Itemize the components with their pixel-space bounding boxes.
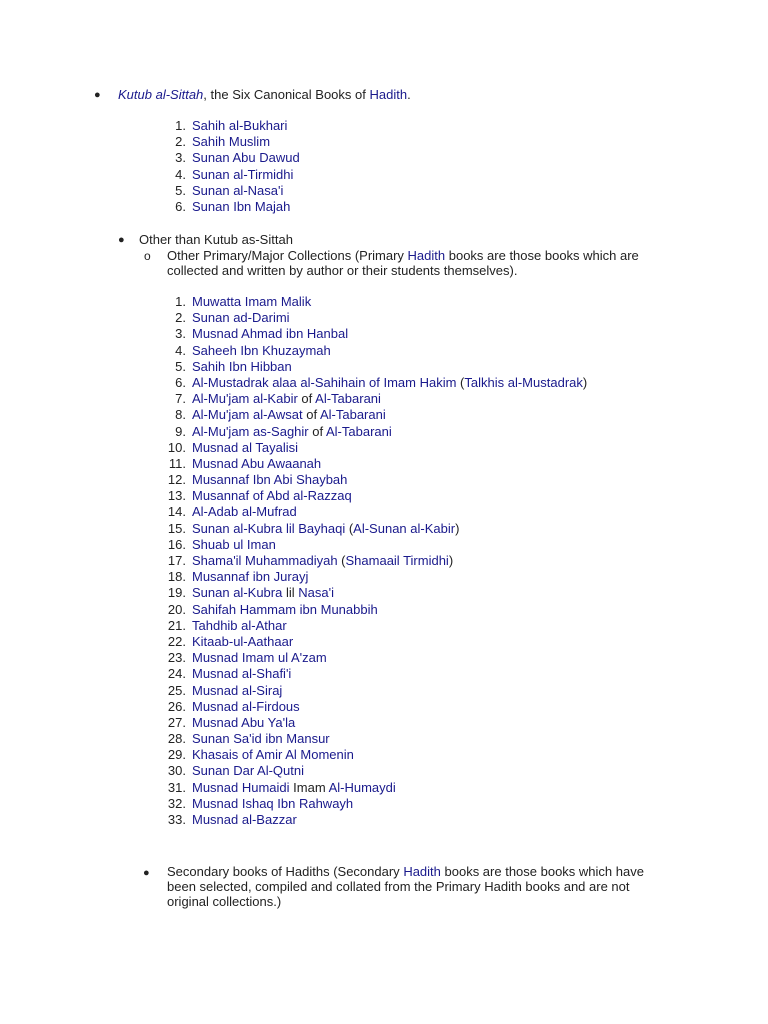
kutub-al-sittah-link[interactable]: Kutub al-Sittah	[118, 87, 204, 102]
book-link[interactable]: Al-Mu'jam al-Kabir	[192, 391, 298, 407]
book-link[interactable]: Al-Humaydi	[328, 779, 396, 795]
list-number: 1.	[175, 118, 186, 133]
list-item	[164, 488, 587, 504]
list-number: 24.	[167, 666, 186, 682]
list-text: Imam	[289, 779, 329, 795]
list-number: 20.	[167, 601, 186, 617]
hadith-link[interactable]: Hadith	[369, 87, 408, 102]
list-item	[164, 731, 587, 747]
book-link[interactable]: Shama'il Muhammadiyah	[192, 553, 338, 568]
list-item	[164, 504, 587, 520]
list-number: 1.	[175, 294, 186, 309]
list-number: 2.	[175, 134, 186, 150]
list-number: 22.	[167, 633, 186, 649]
list-number: 6.	[175, 374, 186, 390]
book-link[interactable]: Al-Tabarani	[326, 423, 392, 439]
list-item	[164, 183, 300, 199]
secondary-text: Secondary books of Hadiths (Secondary	[167, 864, 404, 879]
list-number: 8.	[175, 407, 186, 423]
list-item	[164, 440, 587, 456]
list-item	[164, 310, 587, 326]
list-item	[164, 472, 587, 488]
secondary-text: been selected, compiled and collated from the Primary Hadith books and are not	[167, 879, 630, 894]
list-text: (	[456, 374, 465, 390]
list-number: 4.	[175, 166, 186, 182]
list-number: 13.	[167, 488, 186, 504]
list-item	[164, 683, 587, 699]
secondary-text: books are those books which have	[440, 864, 644, 879]
list-item	[164, 602, 587, 618]
list-number: 28.	[167, 731, 186, 747]
list-number: 12.	[167, 472, 186, 488]
book-link[interactable]: Musnad al-Shafi'i	[192, 666, 292, 682]
list-item	[164, 747, 587, 763]
list-item	[164, 199, 300, 215]
book-link[interactable]: Musnad al-Bazzar	[192, 812, 297, 827]
list-item	[164, 569, 587, 585]
hadith-link[interactable]: Hadith	[403, 864, 441, 879]
list-item	[164, 359, 587, 375]
book-link[interactable]: Sahifah Hammam ibn Munabbih	[192, 601, 378, 617]
list-item	[164, 118, 300, 134]
book-link[interactable]: Sunan Ibn Majah	[192, 198, 291, 214]
list-item	[164, 553, 587, 569]
list-number: 30.	[167, 763, 186, 779]
list-number: 3.	[175, 326, 186, 342]
list-item	[164, 375, 587, 391]
list-number: 5.	[175, 358, 186, 374]
intro-line	[118, 87, 411, 103]
list-text: )	[448, 553, 454, 568]
list-item	[164, 456, 587, 472]
bullet-dot: ●	[118, 234, 125, 246]
book-link[interactable]: Talkhis al-Mustadrak	[464, 374, 583, 390]
book-link[interactable]: Musannaf ibn Jurayj	[192, 569, 309, 585]
list-item	[164, 326, 587, 342]
list-item	[164, 780, 587, 796]
secondary-text: original collections.)	[167, 894, 282, 909]
book-link[interactable]: Al-Sunan al-Kabir	[353, 520, 456, 536]
list-item	[164, 666, 587, 682]
intro-text: , the Six Canonical Books of	[203, 87, 370, 102]
list-item	[164, 796, 587, 812]
book-link[interactable]: Sahih Muslim	[192, 134, 271, 150]
list-text: of	[297, 391, 316, 407]
book-link[interactable]: Sunan al-Kubra	[192, 585, 283, 601]
book-link[interactable]: Saheeh Ibn Khuzaymah	[192, 342, 331, 358]
book-link[interactable]: Shamaail Tirmidhi	[345, 553, 449, 568]
list-item	[164, 537, 587, 553]
book-link[interactable]: Al-Mustadrak alaa al-Sahihain of Imam Hakim	[192, 374, 457, 390]
book-link[interactable]: Khasais of Amir Al Momenin	[192, 747, 354, 763]
intro-period: .	[407, 87, 411, 102]
book-link[interactable]: Sahih Ibn Hibban	[192, 358, 292, 374]
primary-text: Other Primary/Major Collections (Primary	[167, 248, 408, 263]
list-number: 3.	[175, 150, 186, 166]
list-item	[164, 763, 587, 779]
book-link[interactable]: Musnad Abu Awaanah	[192, 455, 322, 471]
list-number: 9.	[175, 423, 186, 439]
list-number: 16.	[167, 536, 186, 552]
list-item	[164, 294, 587, 310]
list-number: 5.	[175, 182, 186, 198]
book-link[interactable]: Al-Tabarani	[315, 391, 381, 407]
list-text: )	[582, 374, 588, 390]
list-number: 25.	[167, 682, 186, 698]
list-text: )	[455, 520, 460, 536]
list-item	[164, 343, 587, 359]
list-item	[164, 167, 300, 183]
bullet-dot: ●	[94, 89, 101, 101]
book-link[interactable]: Sunan Dar Al-Qutni	[192, 763, 305, 779]
book-link[interactable]: Musnad Humaidi	[192, 779, 290, 795]
secondary-paragraph	[167, 864, 707, 909]
list-item	[164, 424, 587, 440]
book-link[interactable]: Musnad Abu Ya'la	[192, 714, 296, 730]
book-link[interactable]: Al-Mu'jam al-Awsat	[192, 407, 303, 423]
list-text: of	[308, 423, 326, 439]
list-number: 14.	[167, 504, 186, 520]
list-number: 2.	[175, 310, 186, 326]
six-books-list	[164, 118, 300, 215]
book-link[interactable]: Musnad Ahmad ibn Hanbal	[192, 326, 349, 342]
book-link[interactable]: Kitaab-ul-Aathaar	[192, 633, 294, 649]
list-number: 11.	[168, 455, 186, 471]
book-link[interactable]: Al-Mu'jam as-Saghir	[192, 423, 309, 439]
list-item	[164, 812, 587, 828]
list-item	[164, 407, 587, 423]
book-link[interactable]: Sunan al-Kubra lil Bayhaqi	[192, 520, 346, 536]
book-link[interactable]: Musnad al-Siraj	[192, 682, 283, 698]
list-number: 29.	[167, 747, 186, 763]
list-item	[164, 650, 587, 666]
primary-paragraph	[167, 248, 687, 278]
list-number: 4.	[175, 342, 186, 358]
book-link[interactable]: Musnad al Tayalisi	[192, 439, 298, 455]
book-link[interactable]: Sunan Sa'id ibn Mansur	[192, 731, 330, 747]
list-number: 15.	[167, 520, 186, 536]
primary-text: books are those books which are	[445, 248, 639, 263]
book-link[interactable]: Nasa'i	[298, 585, 334, 601]
circle-bullet: o	[144, 249, 151, 263]
book-link[interactable]: Sahih al-Bukhari	[192, 118, 288, 133]
list-number: 33.	[167, 812, 186, 827]
book-link[interactable]: Musannaf Ibn Abi Shaybah	[192, 472, 348, 488]
list-item	[164, 699, 587, 715]
book-link[interactable]: Sunan al-Nasa'i	[192, 182, 284, 198]
primary-collections-list	[164, 294, 587, 828]
book-link[interactable]: Sunan al-Tirmidhi	[192, 166, 294, 182]
book-link[interactable]: Musnad al-Firdous	[192, 698, 300, 714]
list-text: lil	[282, 585, 299, 601]
primary-text: collected and written by author or their students themselves).	[167, 263, 518, 278]
list-item	[164, 391, 587, 407]
book-link[interactable]: Sunan ad-Darimi	[192, 310, 290, 326]
list-number: 6.	[175, 198, 186, 214]
list-text: (	[345, 520, 354, 536]
list-number: 17.	[167, 553, 186, 568]
list-item	[164, 150, 300, 166]
book-link[interactable]: Musnad Imam ul A'zam	[192, 650, 327, 666]
list-item	[164, 585, 587, 601]
hadith-link[interactable]: Hadith	[407, 248, 446, 263]
book-link[interactable]: Musannaf of Abd al-Razzaq	[192, 488, 352, 504]
list-item	[164, 134, 300, 150]
list-item	[164, 618, 587, 634]
list-text: (	[337, 553, 346, 568]
list-item	[164, 715, 587, 731]
book-link[interactable]: Tahdhib al-Athar	[192, 617, 287, 633]
book-link[interactable]: Al-Tabarani	[319, 407, 386, 423]
list-number: 21.	[167, 617, 186, 633]
list-item	[164, 521, 587, 537]
list-number: 19.	[167, 585, 186, 601]
book-link[interactable]: Shuab ul Iman	[192, 536, 276, 552]
list-text: of	[302, 407, 320, 423]
book-link[interactable]: Musnad Ishaq Ibn Rahwayh	[192, 795, 354, 811]
list-number: 18.	[167, 569, 186, 585]
list-number: 27.	[167, 714, 186, 730]
list-number: 31.	[167, 779, 186, 795]
list-number: 32.	[167, 795, 186, 811]
list-number: 26.	[167, 698, 186, 714]
list-item	[164, 634, 587, 650]
bullet-dot: ●	[143, 867, 150, 879]
list-number: 23.	[167, 650, 186, 666]
list-number: 10.	[167, 439, 186, 455]
list-number: 7.	[175, 391, 186, 407]
book-link[interactable]: Sunan Abu Dawud	[192, 150, 300, 166]
other-heading: Other than Kutub as-Sittah	[139, 232, 293, 247]
book-link[interactable]: Muwatta Imam Malik	[192, 294, 312, 309]
book-link[interactable]: Al-Adab al-Mufrad	[192, 504, 297, 520]
